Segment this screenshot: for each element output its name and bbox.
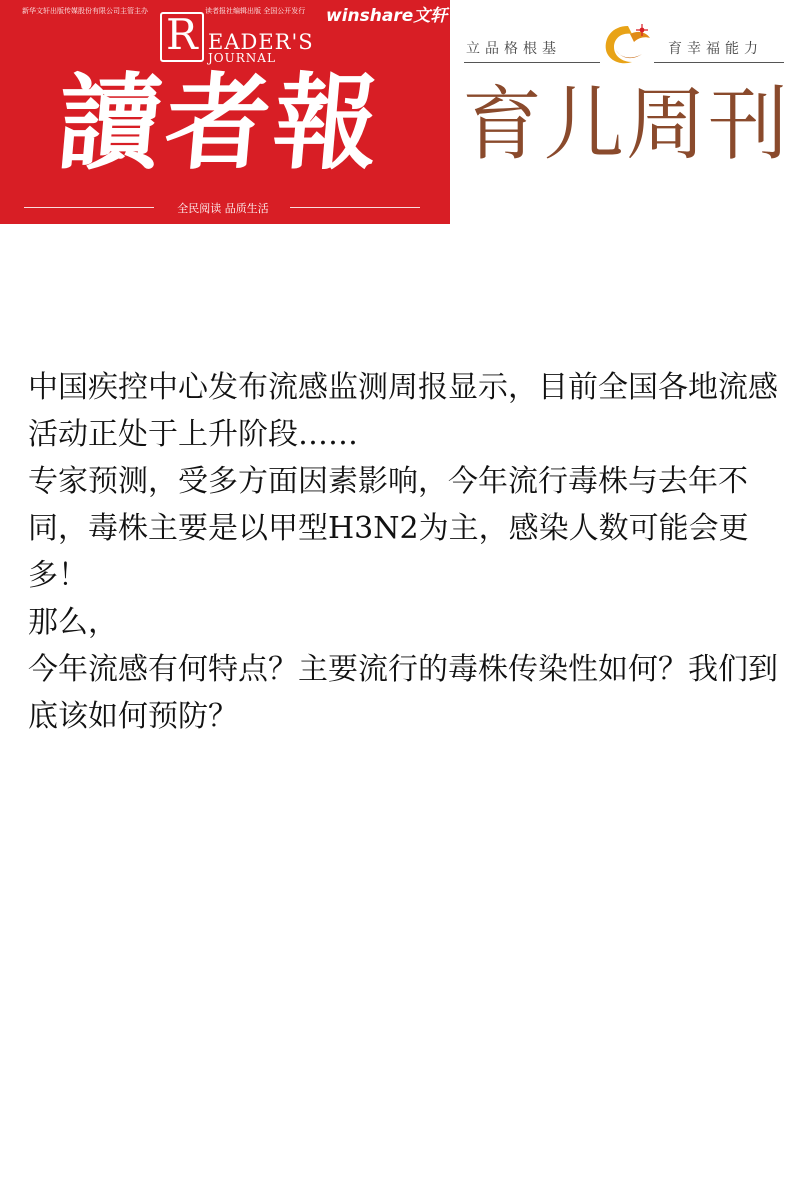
readers-journal-masthead: 讀者報 bbox=[52, 61, 388, 184]
readers-journal-banner bbox=[0, 0, 450, 224]
tagline-right: 育幸福能力 bbox=[668, 41, 763, 57]
article-paragraph: 那么， bbox=[28, 605, 118, 640]
tagline-divider-right bbox=[654, 62, 784, 63]
readers-journal-logo-letter: R bbox=[166, 10, 198, 59]
article-paragraph: 专家预测，受多方面因素影响，今年流行毒株与去年不同，毒株主要是以甲型H3N2为主，感染人数可能会更多！ bbox=[28, 464, 749, 593]
tagline-divider-left bbox=[464, 62, 600, 63]
publisher-line: 新华文轩出版传媒股份有限公司主管主办 bbox=[22, 7, 148, 15]
article-paragraph: 今年流感有何特点？主要流行的毒株传染性如何？我们到底该如何预防？ bbox=[28, 652, 778, 734]
parenting-weekly-title: 育儿周刊 bbox=[462, 78, 790, 171]
winshare-brand-logo: winshare文轩 bbox=[326, 6, 448, 26]
tagline-left: 立品格根基 bbox=[466, 41, 561, 57]
slogan-divider-left bbox=[24, 207, 154, 208]
readers-journal-logo-sub: JOURNAL bbox=[208, 51, 276, 65]
phoenix-logo-icon bbox=[598, 20, 654, 68]
readers-journal-slogan: 全民阅读 品质生活 bbox=[177, 202, 269, 215]
slogan-divider-right bbox=[290, 207, 420, 208]
parenting-weekly-banner bbox=[450, 0, 800, 224]
publisher-distribution-line: 读者报社编辑出版 全国公开发行 bbox=[205, 7, 306, 15]
readers-journal-logo-word: EADER'S bbox=[208, 30, 314, 54]
article-body bbox=[28, 364, 778, 740]
article-paragraph: 中国疾控中心发布流感监测周报显示，目前全国各地流感活动正处于上升阶段…… bbox=[28, 370, 778, 452]
